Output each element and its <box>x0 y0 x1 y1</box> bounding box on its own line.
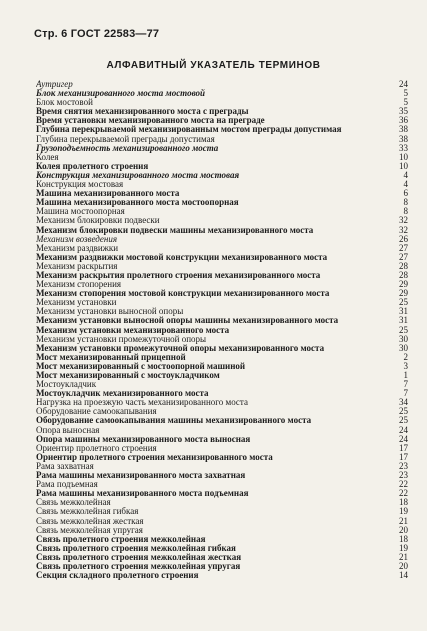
index-term: Мостоукладчик <box>36 380 97 390</box>
index-page-number: 18 <box>399 497 408 508</box>
index-term: Мост механизированный с мостоукладчиком <box>36 371 220 380</box>
index-entry <box>36 189 408 198</box>
index-entry <box>36 517 408 526</box>
index-term: Механизм установки механизированного моста <box>36 325 230 335</box>
index-term: Механизм установки промежуточной опоры <box>36 334 207 344</box>
index-term: Глубина перекрываемой механизированным мостом преграды допустимая <box>36 125 342 135</box>
index-term: Связь межколейная жесткая <box>36 516 144 526</box>
index-page-number: 19 <box>399 506 408 517</box>
index-term: Конструкция механизированного моста мостовая <box>36 170 240 180</box>
index-term: Ориентир пролетного строения <box>36 443 157 453</box>
index-page-number: 27 <box>399 242 408 253</box>
index-entry <box>36 480 408 489</box>
index-page-number: 10 <box>399 160 408 171</box>
index-entry <box>36 344 408 353</box>
index-title: АЛФАВИТНЫЙ УКАЗАТЕЛЬ ТЕРМИНОВ <box>106 60 321 71</box>
index-entry <box>36 498 408 507</box>
index-term: Связь межколейная гибкая <box>36 507 139 517</box>
index-term: Время установки механизированного моста на преграде <box>36 116 265 126</box>
index-page-number: 26 <box>399 233 408 244</box>
index-term: Блок мостовой <box>36 98 93 108</box>
index-entry <box>36 144 408 153</box>
index-page-number: 6 <box>403 188 408 199</box>
index-term: Опора машины механизированного моста выносная <box>36 434 251 444</box>
index-entry <box>36 389 408 398</box>
index-page-number: 2 <box>403 351 408 362</box>
index-entry <box>36 489 408 498</box>
index-term: Механизм установки выносной опоры <box>36 307 184 317</box>
index-term: Связь пролетного строения межколейная жесткая <box>36 552 242 562</box>
index-entry <box>36 426 408 435</box>
index-term: Глубина перекрываемой преграды допустимая <box>36 134 215 144</box>
index-page-number: 20 <box>399 560 408 571</box>
index-entry <box>36 289 408 298</box>
index-page-number: 36 <box>399 115 408 126</box>
index-term: Связь пролетного строения межколейная упругая <box>36 561 241 571</box>
index-page-number: 4 <box>403 169 408 180</box>
index-page-number: 31 <box>399 306 408 317</box>
index-entry <box>36 535 408 544</box>
index-entry <box>36 262 408 271</box>
index-term: Оборудование самоокапывания машины механизированного моста <box>36 416 312 426</box>
index-term: Механизм блокировки подвески <box>36 216 160 226</box>
index-page-number: 20 <box>399 524 408 535</box>
index-entry <box>36 507 408 516</box>
index-term: Нагрузка на проезжую часть механизированного моста <box>36 398 248 408</box>
index-entry <box>36 253 408 262</box>
index-entry <box>36 444 408 453</box>
index-term: Связь межколейная <box>36 498 111 508</box>
index-entry <box>36 280 408 289</box>
index-page-number: 7 <box>403 388 408 399</box>
index-page-number: 25 <box>399 406 408 417</box>
index-entry <box>36 235 408 244</box>
index-page-number: 35 <box>399 106 408 117</box>
index-page-number: 22 <box>399 488 408 499</box>
index-entry <box>36 353 408 362</box>
index-page-number: 30 <box>399 333 408 344</box>
index-term: Механизм стопорения <box>36 280 122 290</box>
index-page-number: 19 <box>399 542 408 553</box>
index-page-number: 24 <box>399 433 408 444</box>
index-term: Секция складного пролетного строения <box>36 571 199 581</box>
index-term: Колея пролетного строения <box>36 161 149 171</box>
index-page-number: 17 <box>399 451 408 462</box>
index-page-number: 22 <box>399 479 408 490</box>
index-page-number: 28 <box>399 260 408 271</box>
index-page-number: 23 <box>399 470 408 481</box>
index-entry <box>36 216 408 225</box>
index-term: Мостоукладчик механизированного моста <box>36 389 209 399</box>
index-entry <box>36 316 408 325</box>
index-page-number: 25 <box>399 324 408 335</box>
index-page-number: 3 <box>403 360 408 371</box>
index-page-number: 32 <box>399 224 408 235</box>
index-term: Оборудование самоокапывания <box>36 407 157 417</box>
index-entry <box>36 180 408 189</box>
index-term: Механизм раздвижки мостовой конструкции механизированного моста <box>36 252 328 262</box>
index-page-number: 28 <box>399 269 408 280</box>
index-term: Механизм установки промежуточной опоры механизированного моста <box>36 343 325 353</box>
index-page-number: 5 <box>403 88 408 99</box>
index-entry <box>36 153 408 162</box>
index-entry <box>36 89 408 98</box>
index-entry <box>36 453 408 462</box>
index-term: Колея <box>36 152 59 162</box>
index-entry <box>36 80 408 89</box>
index-term: Рама захватная <box>36 461 94 471</box>
index-entry <box>36 107 408 116</box>
index-entry <box>36 326 408 335</box>
index-term: Механизм раздвижки <box>36 243 119 253</box>
index-term: Механизм возведения <box>36 234 118 244</box>
index-page-number: 32 <box>399 215 408 226</box>
index-term: Механизм раскрытия <box>36 261 118 271</box>
index-term: Машина мостоопорная <box>36 207 125 217</box>
index-entry <box>36 471 408 480</box>
index-entry <box>36 335 408 344</box>
index-page-number: 8 <box>403 197 408 208</box>
index-term: Связь межколейная упругая <box>36 525 143 535</box>
index-entry <box>36 98 408 107</box>
index-term: Конструкция мостовая <box>36 180 124 190</box>
index-term: Ориентир пролетного строения механизированного моста <box>36 452 273 462</box>
index-entry <box>36 162 408 171</box>
index-term: Механизм установки <box>36 298 117 308</box>
index-entry <box>36 416 408 425</box>
index-term: Механизм раскрытия пролетного строения механизированного моста <box>36 270 321 280</box>
index-entry <box>36 526 408 535</box>
index-entry <box>36 307 408 316</box>
index-page-number: 10 <box>399 151 408 162</box>
index-page-number: 24 <box>399 424 408 435</box>
index-entry <box>36 435 408 444</box>
index-entry <box>36 562 408 571</box>
index-page-number: 27 <box>399 251 408 262</box>
index-term: Аутригер <box>36 80 73 89</box>
index-page-number: 25 <box>399 297 408 308</box>
index-page-number: 14 <box>399 570 408 581</box>
index-term: Связь пролетного строения межколейная <box>36 534 206 544</box>
index-page-number: 4 <box>403 179 408 190</box>
index-page-number: 5 <box>403 97 408 108</box>
index-term: Рама машины механизированного моста захватная <box>36 471 246 481</box>
index-page-number: 18 <box>399 533 408 544</box>
index-term: Рама машины механизированного моста подъемная <box>36 489 249 499</box>
index-term: Мост механизированный прицепной <box>36 352 186 362</box>
index-term: Рама подъемная <box>36 480 98 490</box>
index-term: Механизм установки выносной опоры машины механизированного моста <box>36 316 339 326</box>
index-page-number: 38 <box>399 133 408 144</box>
index-entry <box>36 407 408 416</box>
index-entry <box>36 198 408 207</box>
index-page-number: 8 <box>403 206 408 217</box>
index-page-number: 34 <box>399 397 408 408</box>
index-page-number: 30 <box>399 342 408 353</box>
index-entry <box>36 135 408 144</box>
index-entry <box>36 398 408 407</box>
index-page-number: 38 <box>399 124 408 135</box>
index-page-number: 33 <box>399 142 408 153</box>
index-term: Механизм блокировки подвески машины механизированного моста <box>36 225 314 235</box>
index-page-number: 25 <box>399 415 408 426</box>
index-term: Механизм стопорения мостовой конструкции механизированного моста <box>36 289 330 299</box>
index-entry <box>36 244 408 253</box>
index-term: Машина механизированного моста <box>36 189 180 199</box>
index-page-number: 17 <box>399 442 408 453</box>
index-term: Связь пролетного строения межколейная гибкая <box>36 543 236 553</box>
term-index-list <box>36 80 408 580</box>
index-entry <box>36 271 408 280</box>
index-page-number: 23 <box>399 460 408 471</box>
page-header: Стр. 6 ГОСТ 22583—77 <box>34 28 160 40</box>
index-term: Мост механизированный с мостоопорной машиной <box>36 361 246 371</box>
index-entry <box>36 571 408 580</box>
index-page-number: 21 <box>399 515 408 526</box>
index-entry <box>36 298 408 307</box>
index-term: Время снятия механизированного моста с преграды <box>36 107 249 117</box>
index-entry <box>36 371 408 380</box>
index-entry <box>36 362 408 371</box>
index-page-number: 29 <box>399 288 408 299</box>
index-page-number: 29 <box>399 279 408 290</box>
index-entry <box>36 462 408 471</box>
index-page-number: 24 <box>399 79 408 89</box>
index-entry <box>36 207 408 216</box>
index-entry <box>36 116 408 125</box>
index-entry <box>36 553 408 562</box>
index-entry <box>36 171 408 180</box>
index-entry <box>36 544 408 553</box>
index-term: Грузоподъемность механизированного моста <box>36 143 219 153</box>
index-page-number: 1 <box>403 370 408 380</box>
index-term: Блок механизированного моста мостовой <box>36 89 205 99</box>
index-entry <box>36 226 408 235</box>
index-term: Машина механизированного моста мостоопорная <box>36 198 239 208</box>
index-term: Опора выносная <box>36 425 100 435</box>
index-page-number: 7 <box>403 379 408 390</box>
index-entry <box>36 125 408 134</box>
index-page-number: 21 <box>399 551 408 562</box>
index-entry <box>36 380 408 389</box>
index-page-number: 31 <box>399 315 408 326</box>
